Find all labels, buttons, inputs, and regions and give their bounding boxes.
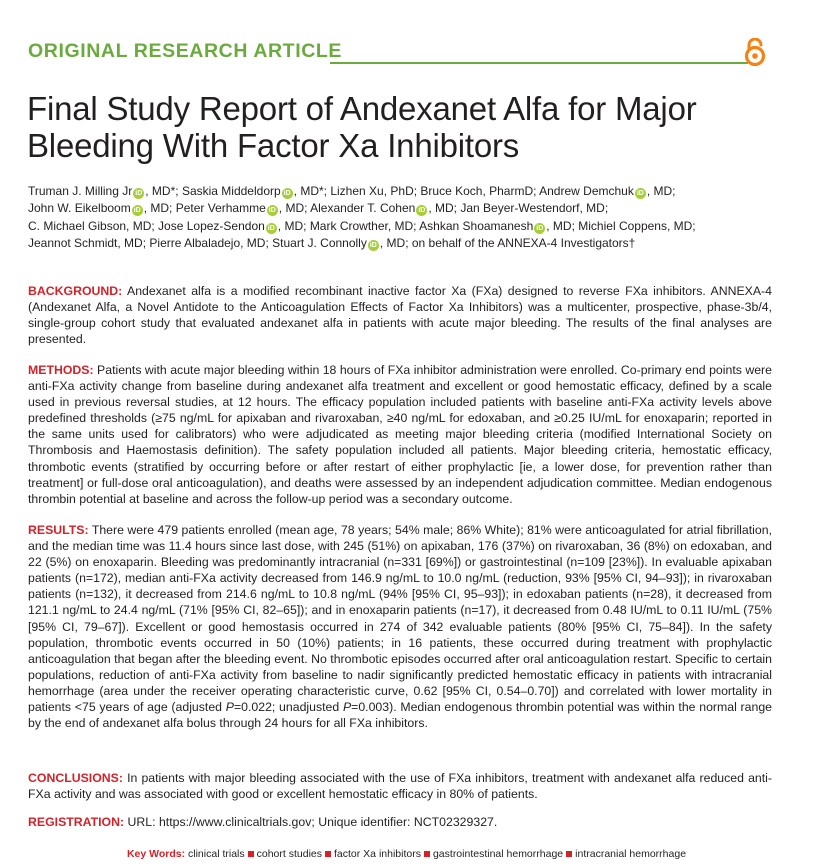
author-name xyxy=(28,219,155,233)
author-name xyxy=(310,219,417,233)
author-degree: , MD*; xyxy=(293,184,327,198)
author-name-text: Alexander T. Cohen xyxy=(310,201,416,216)
author-name-text: Jan Beyer-Westendorf, MD; xyxy=(460,201,609,216)
author-name-text: Andrew Demchuk xyxy=(539,184,634,198)
registration-suffix: ; Unique identifier: NCT02329327. xyxy=(311,815,498,829)
orcid-icon[interactable]: iD xyxy=(133,207,141,215)
author-name-text: Bruce Koch, PharmD; xyxy=(420,184,537,198)
orcid-icon[interactable]: iD xyxy=(418,207,426,215)
keyword-item[interactable]: intracranial hemorrhage xyxy=(575,848,687,860)
keyword-separator-icon xyxy=(325,851,331,857)
author-name xyxy=(330,184,417,198)
author-name xyxy=(412,236,635,250)
author-name xyxy=(28,184,179,198)
author-name-text: John W. Eikelboom xyxy=(28,201,131,216)
keywords-line xyxy=(0,848,813,860)
keywords-label: Key Words: xyxy=(126,848,186,860)
conclusions-label: CONCLUSIONS: xyxy=(28,771,123,785)
orcid-icon[interactable]: iD xyxy=(369,242,377,250)
keyword-item[interactable]: factor Xa inhibitors xyxy=(334,848,421,860)
orcid-icon[interactable]: iD xyxy=(536,224,544,232)
registration-section xyxy=(28,814,772,830)
keyword-separator-icon xyxy=(424,851,430,857)
registration-prefix: URL: xyxy=(127,815,159,829)
keyword-item[interactable]: gastrointestinal hemorrhage xyxy=(432,848,564,860)
results-section xyxy=(28,522,772,731)
author-name-text: Jose Lopez-Sendon xyxy=(158,218,265,233)
conclusions-text: In patients with major bleeding associated with the use of FXa inhibitors, treatment with andexanet alfa reduced anti-FXa activity and was associated with good or excellent hemostatic efficacy in 80% of patients. xyxy=(28,771,772,802)
author-list xyxy=(28,183,788,253)
author-name xyxy=(578,219,695,233)
article-header xyxy=(28,38,785,68)
keyword-separator-icon xyxy=(248,851,254,857)
author-degree: , MD; xyxy=(646,184,676,198)
title-line-1: Final Study Report of Andexanet Alfa for Major xyxy=(27,90,697,127)
p-value-symbol: P xyxy=(225,700,234,715)
author-name xyxy=(158,219,306,233)
author-name xyxy=(539,184,675,198)
author-name-text: Peter Verhamme xyxy=(175,201,266,216)
author-name-text: C. Michael Gibson, MD; xyxy=(28,218,155,233)
author-name-text: Lizhen Xu, PhD; xyxy=(330,184,418,198)
p-value-symbol: P xyxy=(342,700,352,715)
orcid-icon[interactable]: iD xyxy=(268,207,276,215)
author-degree: , MD; xyxy=(143,201,173,216)
results-text-a: There were 479 patients enrolled (mean age, 78 years; 54% male; 86% White); 81% were anticoagulated for atrial fibrillation, and the median time was 11.4 hours since last dose, with 245 (51%) on apixaban, 176 (37%) on rivaroxaban, 36 (8%) on edoxaban, and 22 (5%) on enoxaparin. Bleeding was predominantly intracranial (n=331 [69%]) or gastrointestinal (n=109 [23%]). In evaluable apixaban patients (n=172), median anti-FXa activity decreased from 146.9 ng/mL to 10.0 ng/mL (reduction, 93% [95% CI, 94–93]); in rivaroxaban patients (n=132), it decreased from 214.6 ng/mL to 10.8 ng/mL (94% [95% CI, 95–93]); in edoxaban patients (n=28), it decreased from 121.1 ng/mL to 24.4 ng/mL (71% [95% CI, 82–65]); and in enoxaparin patients (n=17), it decreased from 0.48 IU/mL to 0.11 IU/mL (75% [95% CI, 79–67]). Excellent or good hemostasis occurred in 274 of 342 evaluable patients (80% [95% CI, 75–84]). In the safety population, thrombotic events occurred in 50 (10%) patients; in 16 patients, these occurred during treatment with prophylactic anticoagulation that began after the bleeding event. No thrombotic episodes occurred after oral anticoagulation restart. Specific to certain populations, reduction of anti-FXa activity from baseline to nadir significantly predicted hemostatic efficacy in patients with intracranial hemorrhage (area under the receiver operating characteristic curve, 0.62 [95% CI, 0.54–0.70]) and correlated with lower mortality in patients <75 years of age (adjusted xyxy=(28,523,772,715)
results-label: RESULTS: xyxy=(28,523,89,537)
author-degree: , MD; xyxy=(428,201,457,216)
background-label: BACKGROUND: xyxy=(28,284,123,298)
author-name-text: Michiel Coppens, MD; xyxy=(578,218,696,233)
author-name xyxy=(460,201,608,215)
article-type-label: ORIGINAL RESEARCH ARTICLE xyxy=(28,40,343,62)
background-section xyxy=(28,283,772,347)
keyword-item[interactable]: cohort studies xyxy=(256,848,322,860)
results-text-c: =0.003). Median endogenous thrombin potential was within the normal range by the end of andexanet alfa bolus through 24 hours for all FXa inhibitors. xyxy=(28,700,772,731)
author-name xyxy=(272,236,408,250)
open-access-lock-icon[interactable] xyxy=(743,38,767,66)
registration-url-link[interactable]: https://www.clinicaltrials.gov xyxy=(158,815,312,829)
author-name-text: Pierre Albaladejo, MD; xyxy=(149,236,269,251)
orcid-icon[interactable]: iD xyxy=(135,190,143,197)
keyword-item[interactable]: clinical trials xyxy=(188,848,245,860)
author-degree: , MD; xyxy=(278,201,308,216)
results-text-b: =0.022; unadjusted xyxy=(233,700,343,715)
author-degree: , MD; xyxy=(379,236,409,251)
author-name-text: on behalf of the ANNEXA-4 Investigators† xyxy=(411,236,636,251)
author-degree: , MD; xyxy=(546,218,575,233)
author-name-text: Stuart J. Connolly xyxy=(272,236,367,251)
article-title xyxy=(27,90,787,164)
conclusions-section xyxy=(28,770,772,802)
author-name xyxy=(176,201,308,215)
methods-label: METHODS: xyxy=(28,363,94,377)
orcid-icon[interactable]: iD xyxy=(267,224,275,232)
author-name xyxy=(182,184,327,198)
author-degree: , MD*; xyxy=(145,184,179,198)
orcid-icon[interactable]: iD xyxy=(283,190,291,197)
author-name xyxy=(419,219,575,233)
author-name xyxy=(420,184,536,198)
author-name-text: Jeannot Schmidt, MD; xyxy=(28,236,147,251)
header-rule xyxy=(330,62,748,64)
orcid-icon[interactable]: iD xyxy=(636,190,644,197)
author-name xyxy=(149,236,268,250)
methods-section xyxy=(28,362,772,507)
author-name-text: Mark Crowther, MD; xyxy=(309,218,417,233)
registration-label: REGISTRATION: xyxy=(28,815,125,829)
author-degree: , MD; xyxy=(277,218,307,233)
author-name-text: Truman J. Milling Jr xyxy=(28,184,133,198)
author-name xyxy=(310,201,457,215)
title-line-2: Bleeding With Factor Xa Inhibitors xyxy=(27,127,520,164)
methods-text: Patients with acute major bleeding within 18 hours of FXa inhibitor administration were enrolled. Co-primary end points were anti-FXa activity change from baseline during andexanet alfa treatment and excellent or good hemostatic efficacy, defined by a scale used in previous reversal studies, at 12 hours. The efficacy population included patients with baseline anti-FXa activity levels above predefined thresholds (≥75 ng/mL for apixaban and rivaroxaban, ≥40 ng/mL for edoxaban, and ≥0.25 IU/mL for enoxaparin; reported in the same units used for calibrators) who were adjudicated as meeting major bleeding criteria (modified International Society on Thrombosis and Haemostasis definition). The safety population included all patients. Major bleeding criteria, hemostatic efficacy, thrombotic events (stratified by occurring before or after restart of either prophylactic [ie, a lower dose, for prevention rather than treatment] or full-dose oral anticoagulation), and deaths were assessed by an independent adjudication committee. Median endogenous thrombin potential at baseline and across the follow-up period was a secondary outcome. xyxy=(28,363,772,506)
author-name xyxy=(28,236,146,250)
author-name-text: Saskia Middeldorp xyxy=(181,184,281,198)
background-text: Andexanet alfa is a modified recombinant inactive factor Xa (FXa) designed to reverse FXa inhibitors. ANNEXA-4 (Andexanet Alfa, a Novel Antidote to the Anticoagulation Effects of Factor Xa Inhibitors) was a multicenter, prospective, phase-3b/4, single-group cohort study that evaluated andexanet alfa in patients with acute major bleeding. The results of the final analyses are presented. xyxy=(28,284,772,347)
author-name-text: Ashkan Shoamanesh xyxy=(419,218,534,233)
author-name xyxy=(28,201,172,215)
keyword-separator-icon xyxy=(566,851,572,857)
